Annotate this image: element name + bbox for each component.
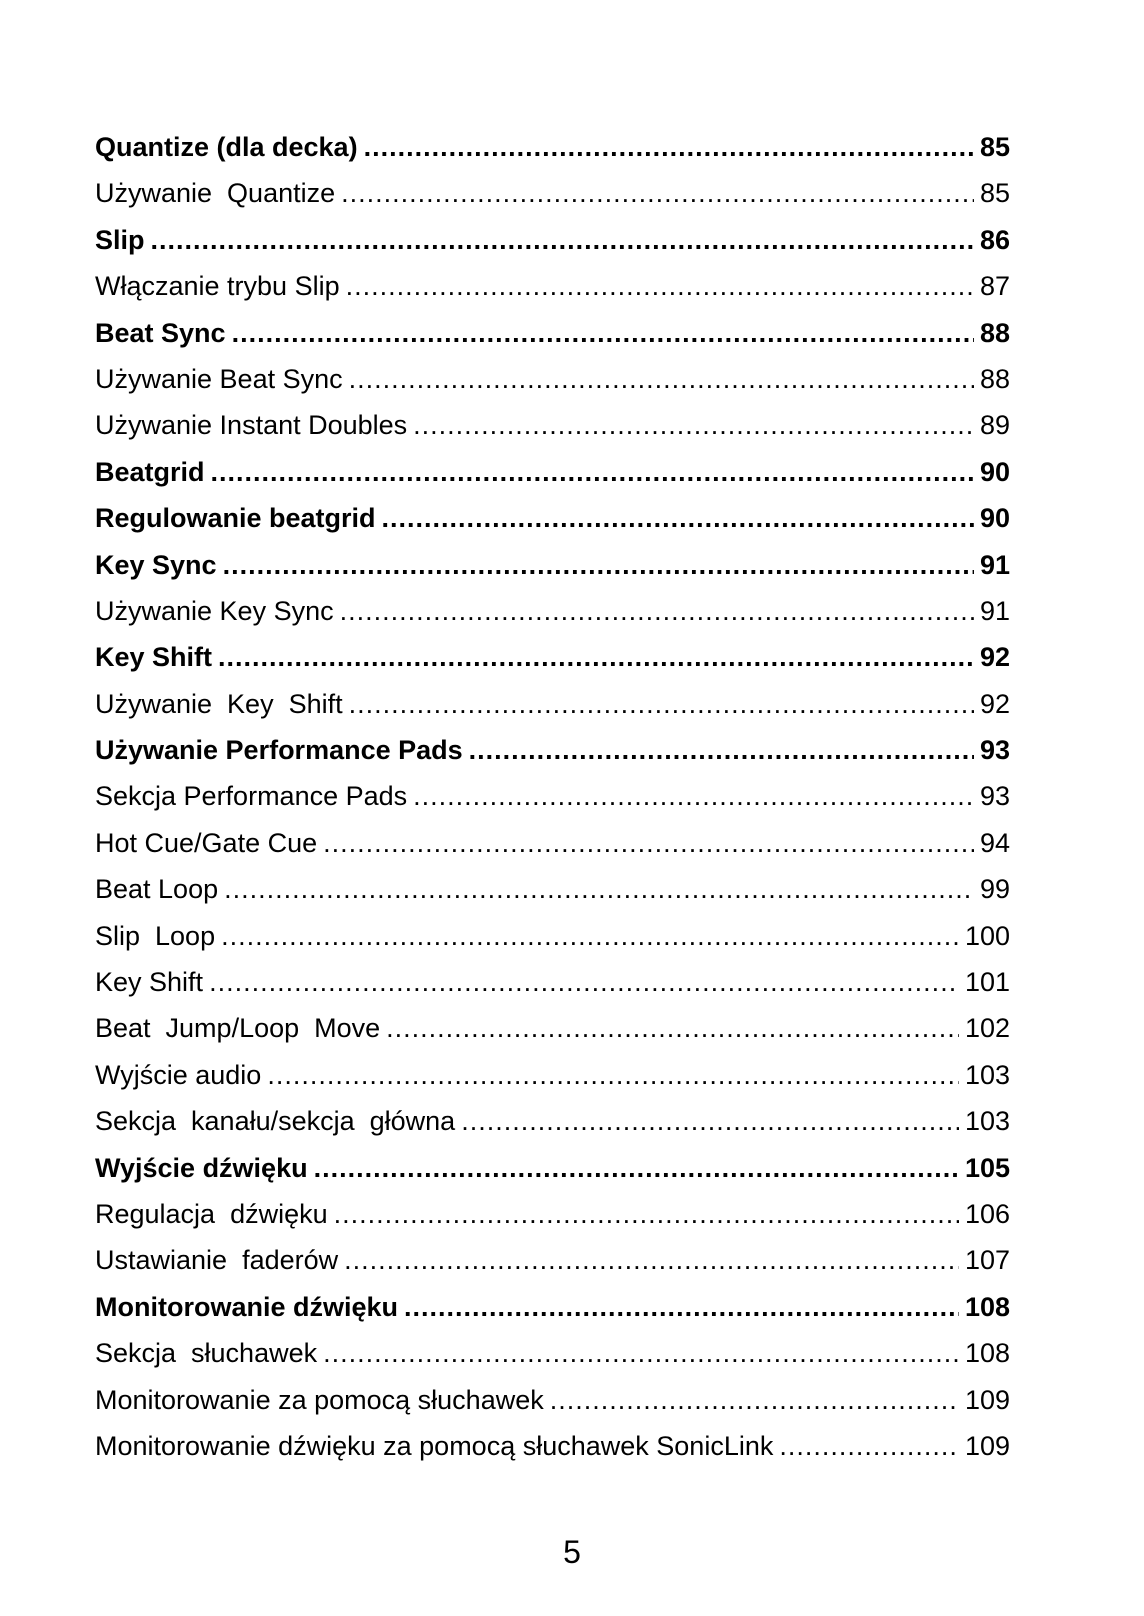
toc-entry[interactable] <box>95 588 1010 634</box>
toc-dot-leader <box>334 1191 959 1237</box>
toc-entry-title: Wyjście dźwięku <box>95 1152 308 1183</box>
toc-entry-title: Beatgrid <box>95 456 205 487</box>
toc-entry-page: 91 <box>979 549 1010 580</box>
toc-entry-title: Beat Loop <box>95 874 219 905</box>
toc-entry[interactable] <box>95 1377 1010 1423</box>
toc-entry-page: 105 <box>964 1152 1010 1183</box>
toc-dot-leader <box>340 588 974 634</box>
toc-dot-leader <box>346 263 974 309</box>
toc-entry-title: Quantize (dla decka) <box>95 132 358 162</box>
toc-entry[interactable] <box>95 1330 1010 1376</box>
toc-entry-page: 101 <box>964 967 1010 998</box>
toc-entry-page: 87 <box>979 271 1010 302</box>
toc-entry-page: 92 <box>979 688 1010 719</box>
toc-entry-title: Regulowanie beatgrid <box>95 503 376 534</box>
toc-dot-leader <box>344 1237 959 1283</box>
toc-dot-leader <box>232 310 974 356</box>
toc-entry-title: Używanie Instant Doubles <box>95 410 408 441</box>
toc-entry-title: Monitorowanie za pomocą słuchawek <box>95 1384 544 1415</box>
toc-entry-page: 109 <box>964 1384 1010 1415</box>
toc-entry-title: Key Shift <box>95 967 204 998</box>
toc-entry[interactable] <box>95 773 1010 819</box>
toc-dot-leader <box>469 727 974 773</box>
toc-entry-page: 88 <box>979 363 1010 394</box>
toc-entry[interactable] <box>95 124 1010 170</box>
toc-entry[interactable] <box>95 727 1010 773</box>
toc-dot-leader <box>364 124 974 170</box>
toc-entry[interactable] <box>95 170 1010 216</box>
toc-entry[interactable] <box>95 1145 1010 1191</box>
toc-entry[interactable] <box>95 263 1010 309</box>
toc-entry[interactable] <box>95 866 1010 912</box>
toc-entry-title: Używanie Beat Sync <box>95 363 343 394</box>
toc-entry-title: Key Shift <box>95 642 213 673</box>
toc-entry-title: Monitorowanie dźwięku <box>95 1291 399 1322</box>
toc-entry[interactable] <box>95 310 1010 356</box>
toc-dot-leader <box>221 913 959 959</box>
toc-entry-page: 86 <box>979 224 1010 255</box>
toc-entry-page: 90 <box>979 456 1010 487</box>
toc-dot-leader <box>349 681 974 727</box>
toc-entry[interactable] <box>95 1237 1010 1283</box>
toc-entry-title: Używanie Performance Pads <box>95 735 463 766</box>
toc-entry[interactable] <box>95 820 1010 866</box>
toc-dot-leader <box>779 1423 959 1469</box>
toc-dot-leader <box>386 1005 959 1051</box>
toc-entry-title: Hot Cue/Gate Cue <box>95 827 318 858</box>
toc-entry-page: 107 <box>964 1245 1010 1276</box>
toc-entry-title: Sekcja kanału/sekcja główna <box>95 1106 456 1137</box>
toc-entry-page: 91 <box>979 595 1010 626</box>
toc-entry[interactable] <box>95 495 1010 541</box>
toc-dot-leader <box>349 356 974 402</box>
toc-entry-page: 85 <box>979 178 1010 209</box>
toc-entry[interactable] <box>95 913 1010 959</box>
toc-entry[interactable] <box>95 1052 1010 1098</box>
toc-dot-leader <box>209 959 959 1005</box>
toc-dot-leader <box>341 170 974 216</box>
toc-entry[interactable] <box>95 1005 1010 1051</box>
toc-entry-title: Regulacja dźwięku <box>95 1198 328 1229</box>
toc-entry-title: Slip <box>95 224 145 255</box>
toc-dot-leader <box>211 449 974 495</box>
toc-entry-title: Monitorowanie dźwięku za pomocą słuchawek SonicLink <box>95 1430 774 1461</box>
toc-entry-page: 106 <box>964 1198 1010 1229</box>
toc-entry-page: 108 <box>964 1291 1010 1322</box>
toc-entry[interactable] <box>95 1284 1010 1330</box>
toc-dot-leader <box>413 773 974 819</box>
toc-dot-leader <box>151 217 974 263</box>
toc-entry-title: Używanie Quantize <box>95 178 336 209</box>
toc-entry[interactable] <box>95 681 1010 727</box>
toc-dot-leader <box>461 1098 959 1144</box>
toc-entry-page: 90 <box>979 503 1010 534</box>
toc-entry[interactable] <box>95 449 1010 495</box>
toc-dot-leader <box>382 495 974 541</box>
toc-entry-title: Używanie Key Shift <box>95 688 343 719</box>
toc-dot-leader <box>550 1377 959 1423</box>
toc-entry-page: 93 <box>979 781 1010 812</box>
toc-entry-title: Wyjście audio <box>95 1059 262 1090</box>
toc-dot-leader <box>323 1330 959 1376</box>
toc-entry-page: 109 <box>964 1430 1010 1461</box>
toc-dot-leader <box>404 1284 959 1330</box>
toc-entry-page: 94 <box>979 827 1010 858</box>
toc-dot-leader <box>314 1145 959 1191</box>
toc-dot-leader <box>224 866 974 912</box>
toc-entry[interactable] <box>95 542 1010 588</box>
toc-entry-page: 93 <box>979 735 1010 766</box>
toc-dot-leader <box>267 1052 959 1098</box>
toc-entry[interactable] <box>95 356 1010 402</box>
toc-entry-title: Ustawianie faderów <box>95 1245 339 1276</box>
toc-entry-title: Sekcja słuchawek <box>95 1338 318 1369</box>
toc-dot-leader <box>223 542 974 588</box>
toc-entry[interactable] <box>95 1098 1010 1144</box>
toc-entry[interactable] <box>95 634 1010 680</box>
table-of-contents <box>95 124 1010 1469</box>
toc-entry[interactable] <box>95 217 1010 263</box>
toc-entry-page: 108 <box>964 1338 1010 1369</box>
toc-entry-title: Używanie Key Sync <box>95 595 334 626</box>
toc-entry[interactable] <box>95 1423 1010 1469</box>
toc-entry-title: Sekcja Performance Pads <box>95 781 408 812</box>
toc-entry-page: 85 <box>979 132 1010 162</box>
toc-entry-page: 99 <box>979 874 1010 905</box>
toc-entry-page: 103 <box>964 1106 1010 1137</box>
toc-dot-leader <box>413 402 974 448</box>
toc-entry[interactable] <box>95 402 1010 448</box>
toc-entry-page: 88 <box>979 317 1010 348</box>
toc-entry-page: 89 <box>979 410 1010 441</box>
toc-entry-title: Beat Sync <box>95 317 226 348</box>
toc-entry-title: Slip Loop <box>95 920 216 951</box>
toc-entry-page: 102 <box>964 1013 1010 1044</box>
toc-entry-title: Key Sync <box>95 549 217 580</box>
toc-entry[interactable] <box>95 1191 1010 1237</box>
toc-entry-title: Włączanie trybu Slip <box>95 271 340 302</box>
toc-entry-page: 92 <box>979 642 1010 673</box>
toc-dot-leader <box>218 634 974 680</box>
toc-entry-page: 103 <box>964 1059 1010 1090</box>
page-number: 5 <box>563 1534 581 1570</box>
toc-entry-page: 100 <box>964 920 1010 951</box>
toc-entry[interactable] <box>95 959 1010 1005</box>
toc-dot-leader <box>323 820 974 866</box>
toc-entry-title: Beat Jump/Loop Move <box>95 1013 381 1044</box>
